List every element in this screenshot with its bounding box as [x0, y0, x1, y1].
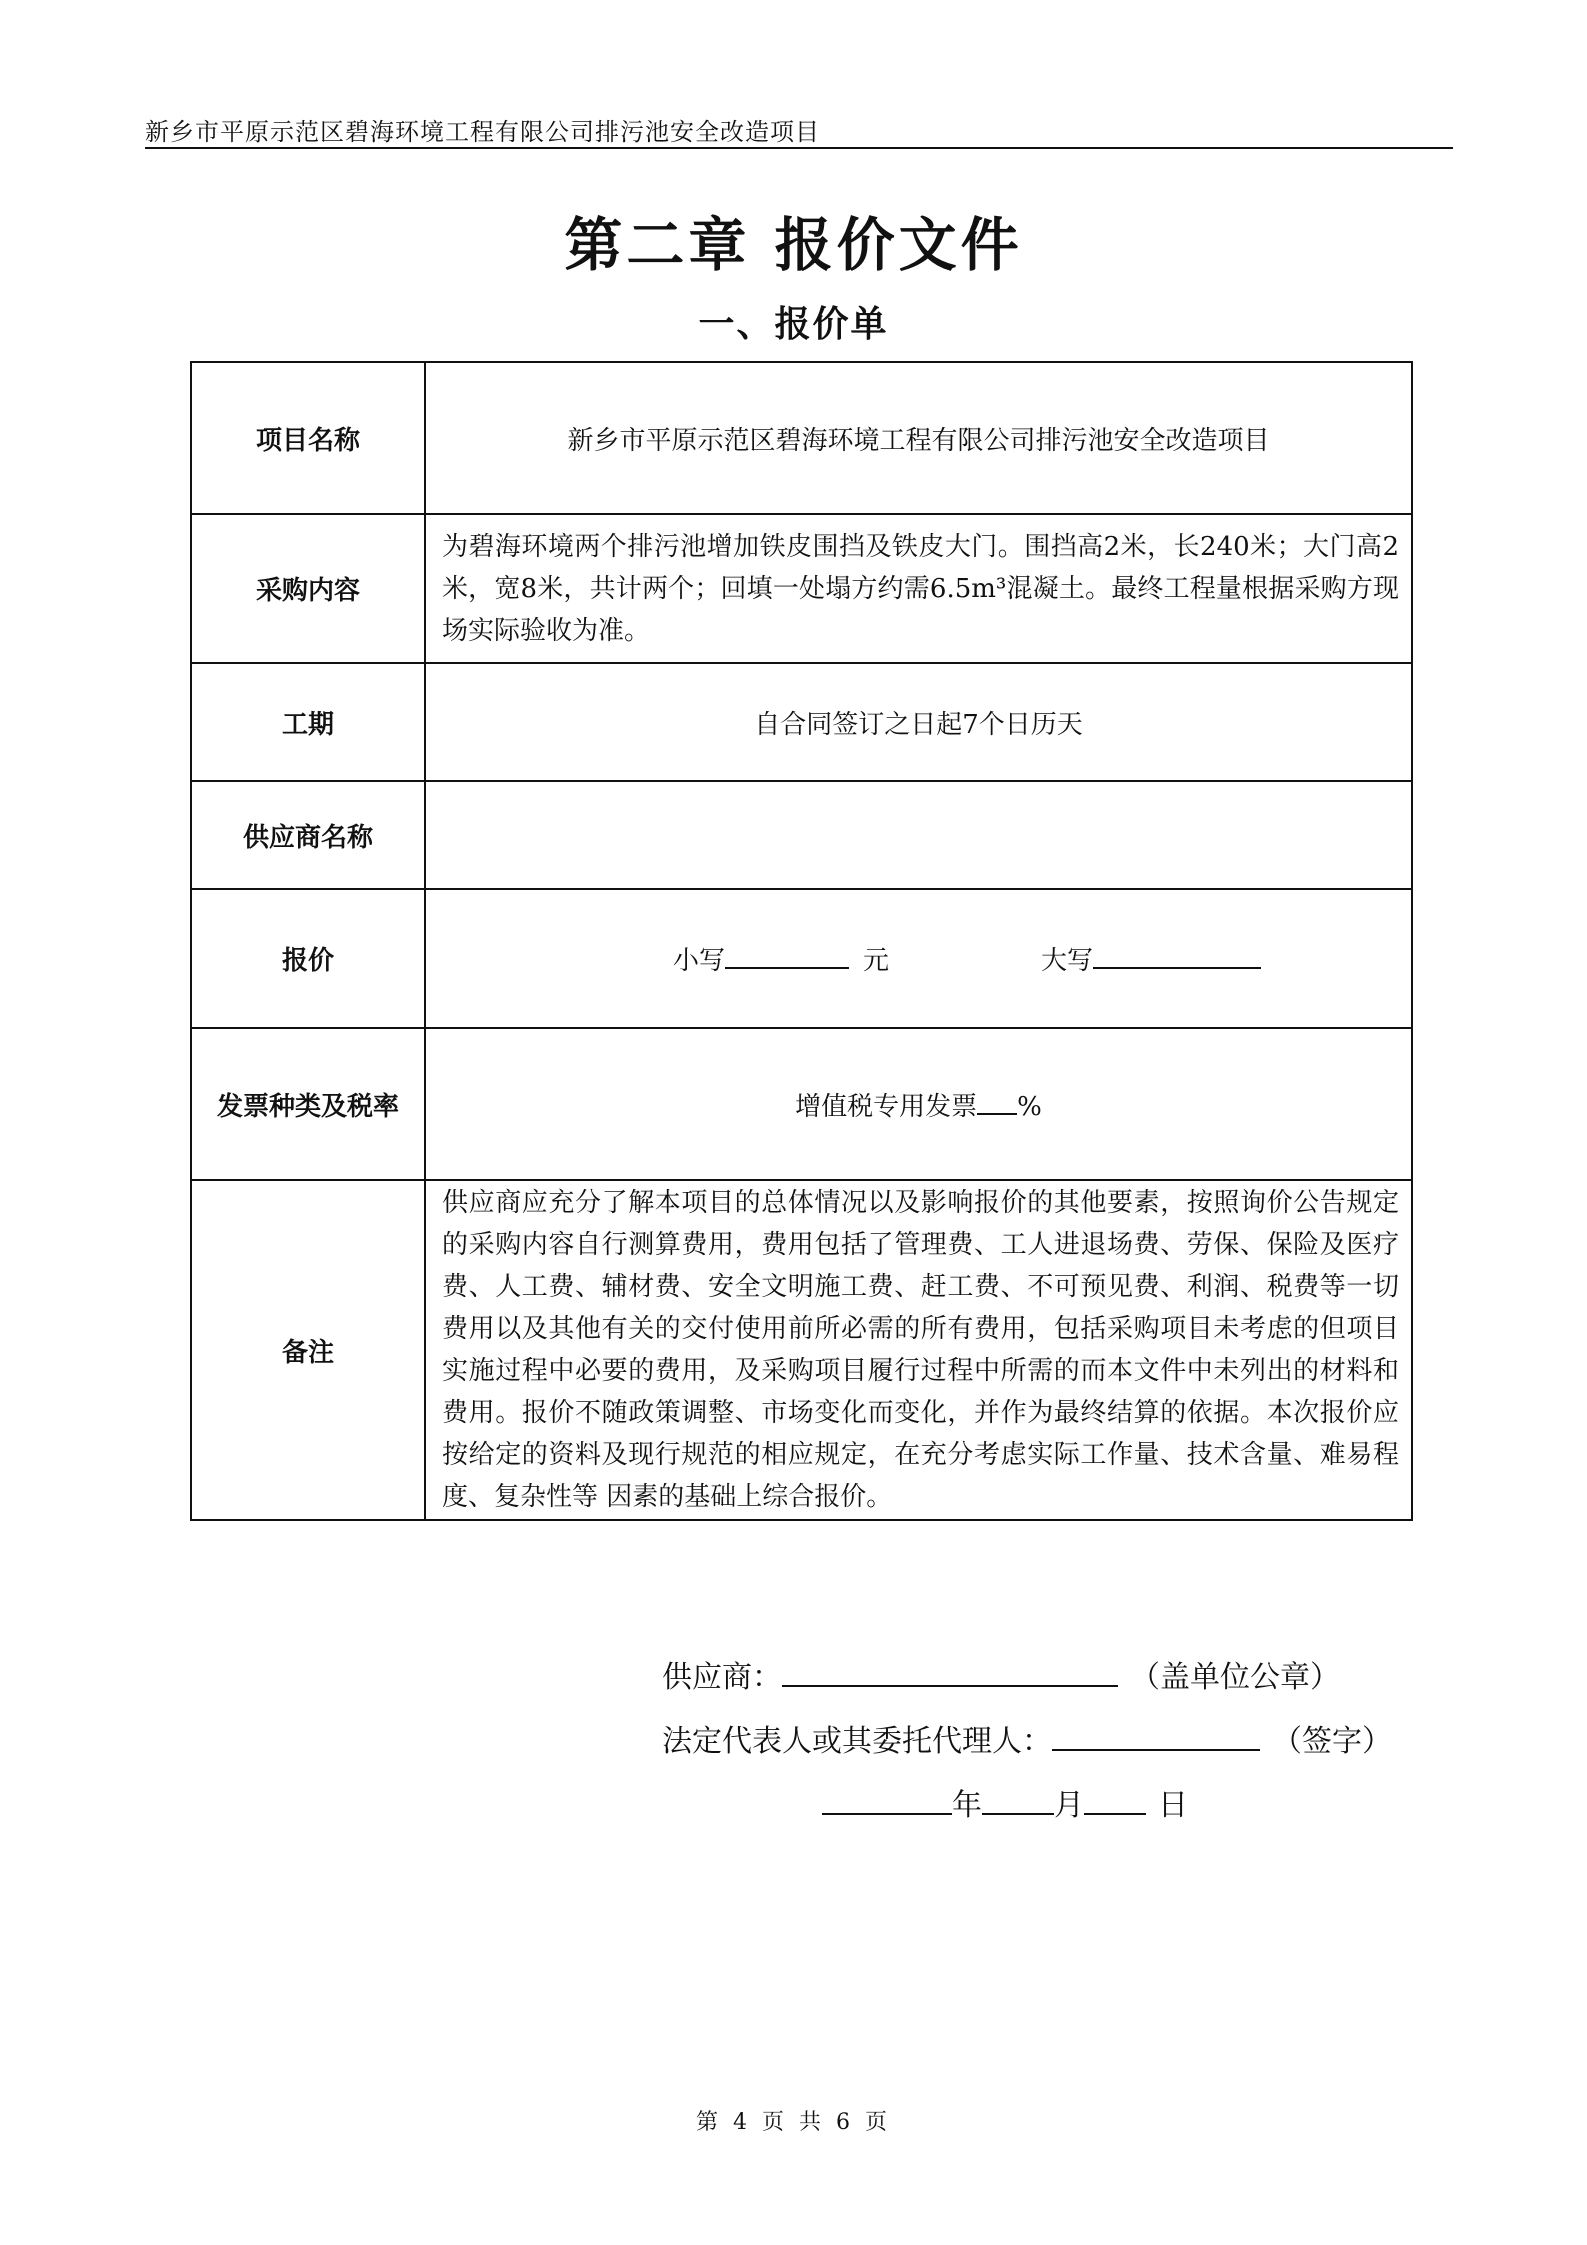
date-year-label: 年: [952, 1788, 982, 1823]
table-row-remark: [191, 1180, 1412, 1520]
date-day-blank[interactable]: [1084, 1783, 1146, 1815]
quote-table: [190, 361, 1413, 1521]
date-day-label: 日: [1158, 1788, 1188, 1823]
date-year-blank[interactable]: [822, 1783, 952, 1815]
period-value: 自合同签订之日起7个日历天: [425, 663, 1412, 781]
signature-rep-blank[interactable]: [1052, 1719, 1260, 1751]
invoice-suffix: %: [1017, 1091, 1042, 1122]
remark-value: 供应商应充分了解本项目的总体情况以及影响报价的其他要素，按照询价公告规定的采购内容自行测算费用，费用包括了管理费、工人进退场费、劳保、保险及医疗费、人工费、辅材费、安全文明施工费、赶工费、不可预见费、利润、税费等一切费用以及其他有关的交付使用前所必需的所有费用，包括采购项目未考虑的但项目实施过程中必要的费用，及采购项目履行过程中所需的而本文件中未列出的材料和费用。报价不随政策调整、市场变化而变化，并作为最终结算的依据。本次报价应按给定的资料及现行规范的相应规定，在充分考虑实际工作量、技术含量、难易程度、复杂性等 因素的基础上综合报价。: [425, 1180, 1412, 1520]
chapter-title: 第二章 报价文件: [564, 211, 1023, 279]
tax-rate-blank[interactable]: [977, 1087, 1017, 1115]
signature-rep-note: （签字）: [1272, 1724, 1392, 1759]
table-row-period: [191, 663, 1412, 781]
price-label: 报价: [191, 889, 425, 1028]
header-divider: [145, 147, 1453, 149]
price-small-prefix: 小写: [673, 946, 726, 976]
section-title: 一、报价单: [698, 304, 889, 345]
representative-signature-line: [662, 1716, 1392, 1760]
price-small-blank[interactable]: [725, 941, 849, 969]
table-row-content: [191, 514, 1412, 663]
supplier-value-field[interactable]: [425, 781, 1412, 889]
invoice-value: [425, 1028, 1412, 1180]
table-row-supplier: [191, 781, 1412, 889]
invoice-label: 发票种类及税率: [191, 1028, 425, 1180]
document-header: 新乡市平原示范区碧海环境工程有限公司排污池安全改造项目: [145, 118, 820, 146]
invoice-prefix: 增值税专用发票: [795, 1091, 978, 1122]
project-name-label: 项目名称: [191, 362, 425, 514]
table-row-invoice: [191, 1028, 1412, 1180]
signature-supplier-blank[interactable]: [782, 1655, 1118, 1687]
price-big-blank[interactable]: [1093, 941, 1261, 969]
date-month-blank[interactable]: [982, 1783, 1054, 1815]
supplier-label: 供应商名称: [191, 781, 425, 889]
supplier-signature-line: [662, 1652, 1340, 1696]
signature-rep-label: 法定代表人或其委托代理人：: [662, 1724, 1052, 1759]
period-label: 工期: [191, 663, 425, 781]
table-row-project-name: [191, 362, 1412, 514]
date-month-label: 月: [1054, 1788, 1084, 1823]
date-line: [822, 1780, 1188, 1824]
table-row-price: [191, 889, 1412, 1028]
content-value: 为碧海环境两个排污池增加铁皮围挡及铁皮大门。围挡高2米，长240米；大门高2米，宽8米，共计两个；回填一处塌方约需6.5m³混凝土。最终工程量根据采购方现场实际验收为准。: [425, 514, 1412, 663]
price-value: [425, 889, 1412, 1028]
content-label: 采购内容: [191, 514, 425, 663]
page-number: 第 4 页 共 6 页: [696, 2110, 891, 2135]
project-name-value: 新乡市平原示范区碧海环境工程有限公司排污池安全改造项目: [425, 362, 1412, 514]
price-line: [426, 940, 1411, 977]
price-big-prefix: 大写: [1041, 946, 1094, 976]
signature-supplier-note: （盖单位公章）: [1130, 1660, 1340, 1695]
signature-supplier-label: 供应商：: [662, 1660, 782, 1695]
remark-label: 备注: [191, 1180, 425, 1520]
price-small-unit: 元: [863, 946, 890, 976]
